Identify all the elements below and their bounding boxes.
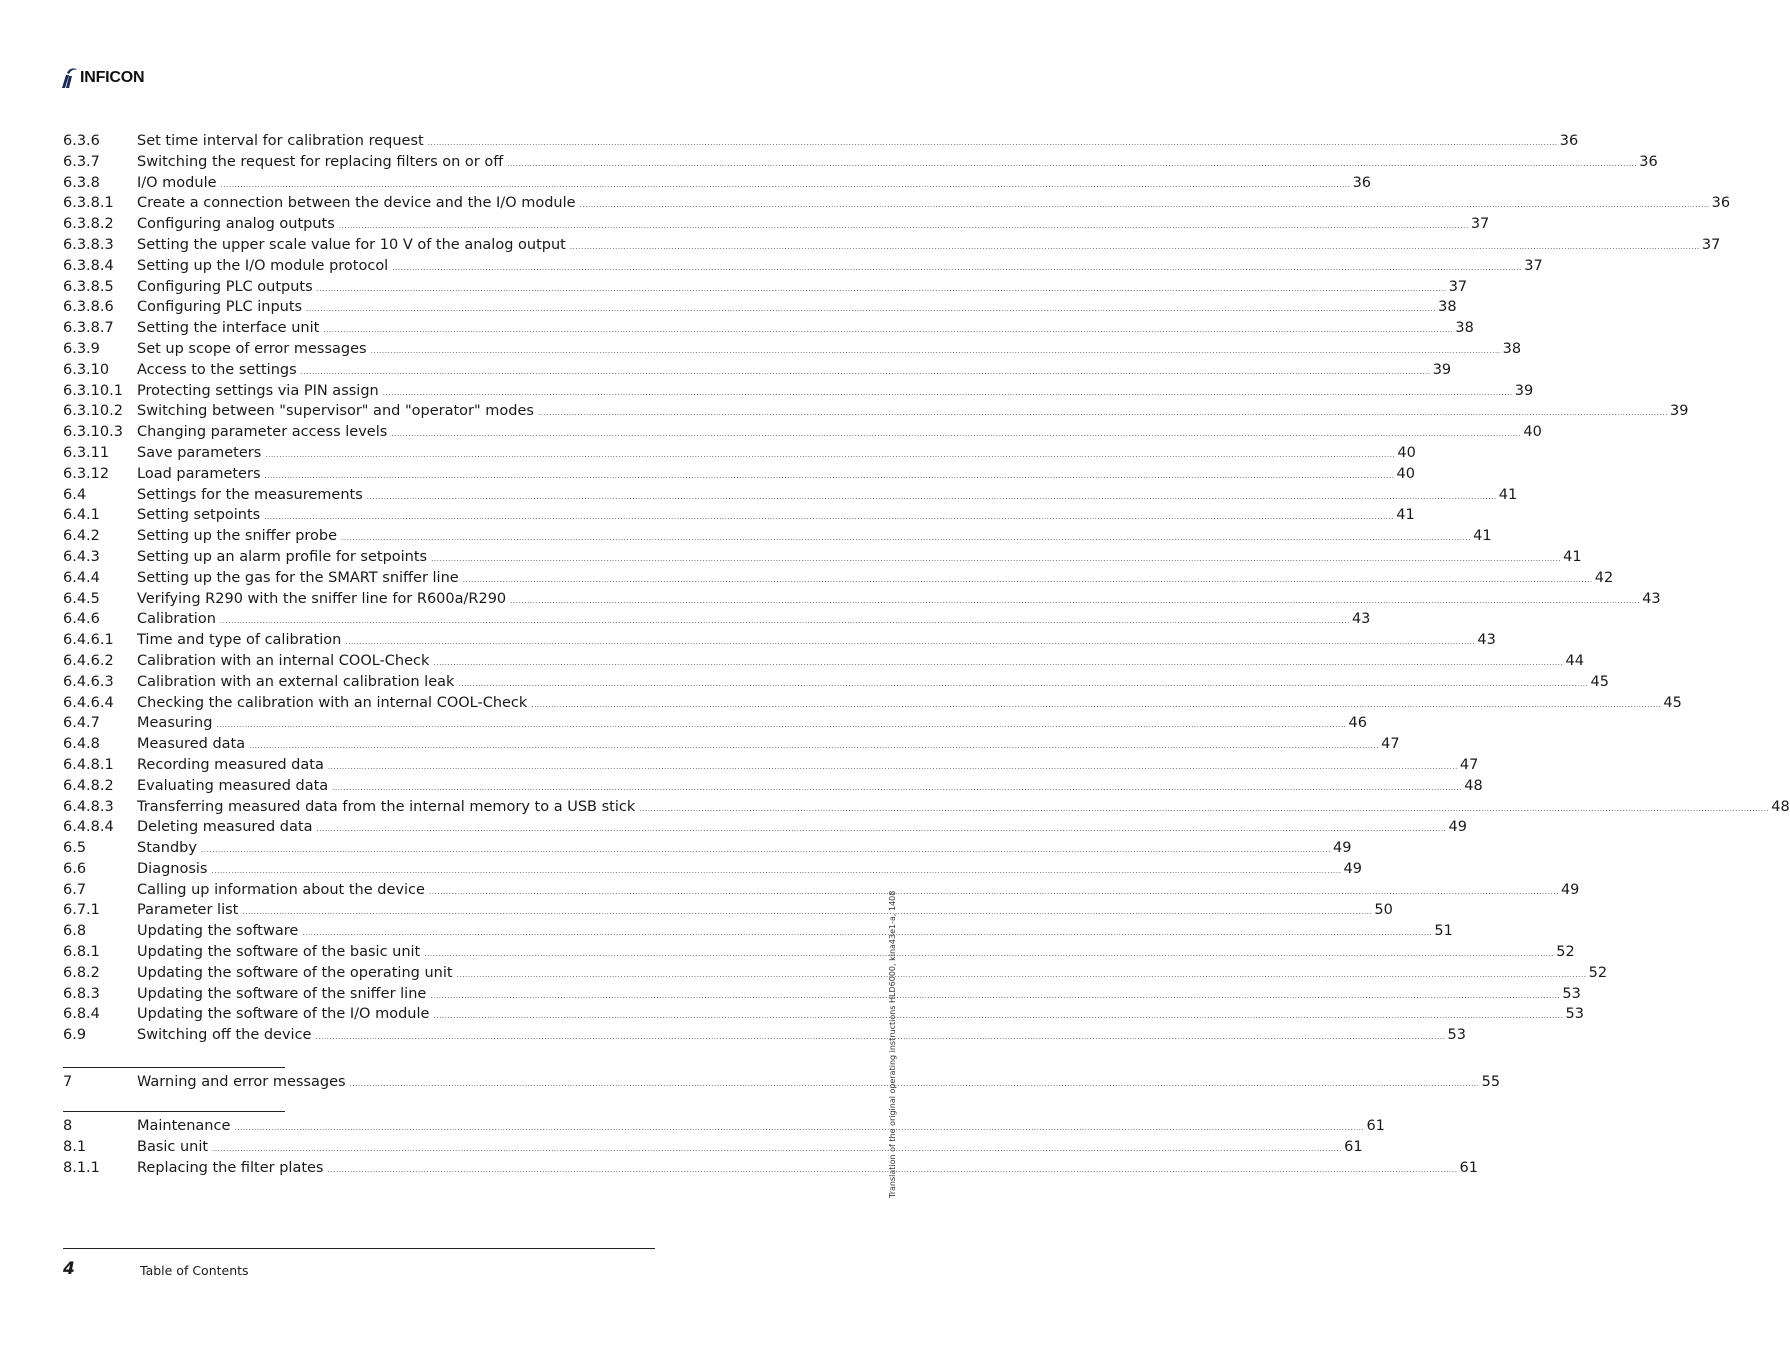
toc-dot-leader: ................................................................................................................................................................................................................................................................................................................................................................................................................ bbox=[315, 1033, 1446, 1042]
toc-section-7 bbox=[63, 1072, 1501, 1093]
toc-entry-page: 41 bbox=[1396, 507, 1415, 524]
toc-entry[interactable] bbox=[63, 1072, 1501, 1093]
toc-entry-page: 46 bbox=[1348, 715, 1367, 732]
section-divider bbox=[63, 1067, 285, 1068]
toc-entry-page: 39 bbox=[1669, 403, 1689, 420]
toc-dot-leader: ................................................................................................................................................................................................................................................................................................................................................................................................................ bbox=[366, 492, 1497, 501]
toc-entry-title: Setting up the I/O module protocol bbox=[137, 257, 389, 274]
toc-entry[interactable] bbox=[63, 880, 1580, 901]
toc-dot-leader: ................................................................................................................................................................................................................................................................................................................................................................................................................ bbox=[392, 263, 1523, 272]
toc-entry-title: I/O module bbox=[137, 174, 217, 191]
toc-entry-number: 8.1.1 bbox=[63, 1159, 100, 1176]
toc-entry-number: 6.3.10.2 bbox=[63, 403, 123, 420]
toc-entry-title: Setting up the sniffer probe bbox=[137, 528, 338, 545]
toc-entry[interactable] bbox=[63, 277, 1468, 298]
toc-entry[interactable] bbox=[63, 672, 1609, 693]
toc-dot-leader: ................................................................................................................................................................................................................................................................................................................................................................................................................ bbox=[316, 825, 1447, 834]
toc-entry-page: 45 bbox=[1590, 673, 1609, 690]
toc-entry-title: Updating the software of the operating unit bbox=[137, 964, 453, 981]
toc-entry[interactable] bbox=[63, 859, 1362, 880]
toc-entry-number: 6.5 bbox=[63, 840, 87, 857]
toc-entry[interactable] bbox=[63, 173, 1372, 194]
toc-entry-page: 48 bbox=[1464, 777, 1483, 794]
toc-entry-page: 39 bbox=[1432, 361, 1452, 378]
toc-entry-page: 47 bbox=[1459, 756, 1479, 773]
toc-dot-leader: ................................................................................................................................................................................................................................................................................................................................................................................................................ bbox=[327, 762, 1458, 771]
toc-entry[interactable] bbox=[63, 297, 1457, 318]
toc-entry-number: 6.4.8.2 bbox=[63, 777, 114, 794]
toc-dot-leader: ................................................................................................................................................................................................................................................................................................................................................................................................................ bbox=[569, 242, 1700, 251]
toc-entry-number: 6.4.2 bbox=[63, 528, 100, 545]
toc-dot-leader: ................................................................................................................................................................................................................................................................................................................................................................................................................ bbox=[211, 866, 1342, 875]
toc-entry-number: 6.6 bbox=[63, 860, 87, 877]
toc-dot-leader: ................................................................................................................................................................................................................................................................................................................................................................................................................ bbox=[300, 367, 1431, 376]
toc-entry-number: 6.3.8.7 bbox=[63, 320, 114, 337]
toc-entry-page: 36 bbox=[1559, 133, 1579, 149]
toc-entry-title: Maintenance bbox=[137, 1118, 231, 1134]
toc-entry[interactable] bbox=[63, 838, 1352, 859]
toc-entry-number: 6.3.12 bbox=[63, 465, 110, 482]
toc-entry-number: 6.3.6 bbox=[63, 133, 100, 149]
toc-entry-number: 6.4.1 bbox=[63, 507, 100, 524]
toc-entry-page: 43 bbox=[1642, 590, 1661, 607]
toc-entry-page: 53 bbox=[1565, 1006, 1584, 1023]
toc-entry-number: 6.4.8 bbox=[63, 736, 100, 753]
toc-entry[interactable] bbox=[63, 318, 1474, 339]
toc-entry[interactable] bbox=[63, 693, 1682, 714]
toc-entry-page: 61 bbox=[1344, 1138, 1363, 1155]
toc-entry-number: 6.3.10.1 bbox=[63, 382, 123, 399]
toc-dot-leader: ................................................................................................................................................................................................................................................................................................................................................................................................................ bbox=[220, 180, 1351, 189]
toc-dot-leader: ................................................................................................................................................................................................................................................................................................................................................................................................................ bbox=[430, 991, 1561, 1000]
toc-entry-page: 36 bbox=[1639, 153, 1658, 170]
toc-entry-page: 38 bbox=[1502, 340, 1522, 357]
toc-entry-number: 6.3.10 bbox=[63, 361, 110, 378]
toc-entry-title: Calibration bbox=[137, 611, 216, 628]
toc-entry[interactable] bbox=[63, 381, 1534, 402]
toc-dot-leader: ................................................................................................................................................................................................................................................................................................................................................................................................................ bbox=[427, 139, 1558, 147]
toc-entry[interactable] bbox=[63, 360, 1452, 381]
toc-entry[interactable] bbox=[63, 464, 1415, 485]
toc-entry-title: Load parameters bbox=[137, 465, 261, 482]
toc-entry-page: 43 bbox=[1351, 611, 1371, 628]
toc-dot-leader: ................................................................................................................................................................................................................................................................................................................................................................................................................ bbox=[462, 575, 1593, 584]
toc-entry[interactable] bbox=[63, 1116, 1385, 1137]
toc-entry-number: 6.3.8.1 bbox=[63, 195, 114, 212]
toc-entry-page: 37 bbox=[1524, 257, 1543, 274]
toc-entry-page: 41 bbox=[1563, 548, 1582, 565]
toc-entry-page: 40 bbox=[1397, 444, 1416, 461]
toc-entry[interactable] bbox=[63, 921, 1453, 942]
toc-entry-title: Set up scope of error messages bbox=[137, 340, 367, 357]
footer-label: Table of Contents bbox=[140, 1263, 249, 1278]
toc-entry-number: 8 bbox=[63, 1118, 73, 1134]
toc-dot-leader: ................................................................................................................................................................................................................................................................................................................................................................................................................ bbox=[510, 596, 1641, 605]
toc-entry-number: 6.3.8 bbox=[63, 174, 100, 191]
toc-entry[interactable] bbox=[63, 214, 1490, 235]
toc-entry-page: 44 bbox=[1565, 652, 1584, 669]
toc-entry[interactable] bbox=[63, 797, 1790, 818]
toc-entry-page: 47 bbox=[1381, 736, 1400, 753]
toc-entry[interactable] bbox=[63, 505, 1415, 526]
document-reference: Translation of the original operating instructions HLD6000, kina43e1-a, 1408 bbox=[888, 890, 897, 1198]
toc-entry-title: Setting the interface unit bbox=[137, 320, 320, 337]
toc-entry[interactable] bbox=[63, 776, 1483, 797]
toc-entry-title: Checking the calibration with an internal COOL-Check bbox=[137, 694, 528, 711]
toc-entry[interactable] bbox=[63, 755, 1479, 776]
toc-dot-leader: ................................................................................................................................................................................................................................................................................................................................................................................................................ bbox=[431, 554, 1562, 563]
toc-entry-title: Standby bbox=[137, 840, 197, 857]
toc-dot-leader: ................................................................................................................................................................................................................................................................................................................................................................................................................ bbox=[332, 783, 1463, 792]
toc-entry-title: Transferring measured data from the internal memory to a USB stick bbox=[137, 798, 636, 815]
toc-entry-title: Measuring bbox=[137, 715, 213, 732]
toc-entry[interactable] bbox=[63, 817, 1467, 838]
toc-entry-title: Configuring PLC outputs bbox=[137, 278, 313, 295]
toc-entry-number: 6.9 bbox=[63, 1027, 87, 1044]
section-divider bbox=[63, 1111, 285, 1112]
toc-dot-leader: ................................................................................................................................................................................................................................................................................................................................................................................................................ bbox=[338, 222, 1469, 231]
toc-entry-title: Configuring PLC inputs bbox=[137, 299, 303, 316]
toc-entry-page: 41 bbox=[1498, 486, 1518, 503]
toc-entry-number: 6.3.9 bbox=[63, 340, 100, 357]
toc-entry-page: 37 bbox=[1701, 236, 1721, 253]
toc-entry[interactable] bbox=[63, 734, 1400, 755]
toc-entry-page: 43 bbox=[1477, 632, 1496, 649]
toc-dot-leader: ................................................................................................................................................................................................................................................................................................................................................................................................................ bbox=[200, 846, 1332, 855]
toc-dot-leader: ................................................................................................................................................................................................................................................................................................................................................................................................................ bbox=[349, 1080, 1480, 1088]
toc-dot-leader: ................................................................................................................................................................................................................................................................................................................................................................................................................ bbox=[302, 929, 1433, 938]
toc-entry-title: Calibration with an internal COOL-Check bbox=[137, 652, 430, 669]
toc-entry-title: Verifying R290 with the sniffer line for R600a/R290 bbox=[137, 590, 507, 607]
toc-entry-page: 61 bbox=[1366, 1118, 1385, 1134]
toc-entry-number: 6.4.6.1 bbox=[63, 632, 114, 649]
toc-entry[interactable] bbox=[63, 1025, 1466, 1046]
toc-entry[interactable] bbox=[63, 942, 1575, 963]
toc-entry[interactable] bbox=[63, 609, 1371, 630]
toc-entry[interactable] bbox=[63, 651, 1584, 672]
toc-entry-number: 6.7 bbox=[63, 881, 87, 898]
toc-entry-page: 36 bbox=[1711, 195, 1731, 212]
toc-dot-leader: ................................................................................................................................................................................................................................................................................................................................................................................................................ bbox=[639, 804, 1770, 813]
toc-entry-title: Changing parameter access levels bbox=[137, 424, 388, 441]
toc-entry-title: Parameter list bbox=[137, 902, 239, 919]
toc-entry-title: Calling up information about the device bbox=[137, 881, 425, 898]
toc-entry-title: Updating the software of the basic unit bbox=[137, 944, 421, 961]
toc-dot-leader: ................................................................................................................................................................................................................................................................................................................................................................................................................ bbox=[382, 388, 1513, 397]
toc-entry-number: 6.3.8.4 bbox=[63, 257, 114, 274]
company-logo bbox=[60, 66, 144, 90]
toc-dot-leader: ................................................................................................................................................................................................................................................................................................................................................................................................................ bbox=[424, 950, 1555, 959]
toc-entry-title: Create a connection between the device and the I/O module bbox=[137, 195, 576, 212]
toc-entry-title: Warning and error messages bbox=[137, 1074, 346, 1090]
toc-entry-title: Switching between "supervisor" and "operator" modes bbox=[137, 403, 534, 420]
page-number: 4 bbox=[63, 1259, 75, 1279]
toc-entry-number: 6.8.2 bbox=[63, 964, 100, 981]
toc-dot-leader: ................................................................................................................................................................................................................................................................................................................................................................................................................ bbox=[264, 471, 1395, 480]
toc-entry-title: Protecting settings via PIN assign bbox=[137, 382, 379, 399]
toc-entry-page: 40 bbox=[1523, 424, 1542, 441]
toc-entry-title: Setting up the gas for the SMART sniffer line bbox=[137, 569, 459, 586]
toc-entry-page: 45 bbox=[1663, 694, 1682, 711]
toc-entry-page: 41 bbox=[1473, 528, 1492, 545]
toc-entry-number: 6.4.8.1 bbox=[63, 756, 114, 773]
toc-dot-leader: ................................................................................................................................................................................................................................................................................................................................................................................................................ bbox=[306, 305, 1437, 314]
toc-dot-leader: ................................................................................................................................................................................................................................................................................................................................................................................................................ bbox=[234, 1124, 1365, 1132]
toc-entry-title: Setting setpoints bbox=[137, 507, 261, 524]
toc-entry-title: Set time interval for calibration request bbox=[137, 133, 424, 149]
toc-entry[interactable] bbox=[63, 568, 1614, 589]
toc-entry-title: Time and type of calibration bbox=[137, 632, 342, 649]
toc-entry-page: 53 bbox=[1447, 1027, 1466, 1044]
toc-entry[interactable] bbox=[63, 193, 1731, 214]
toc-entry-page: 38 bbox=[1455, 320, 1474, 337]
toc-entry-title: Setting the upper scale value for 10 V of the analog output bbox=[137, 236, 566, 253]
toc-entry[interactable] bbox=[63, 630, 1496, 651]
toc-section-8 bbox=[63, 1116, 1478, 1178]
toc-dot-leader: ................................................................................................................................................................................................................................................................................................................................................................................................................ bbox=[212, 1144, 1343, 1153]
toc-entry-number: 6.3.11 bbox=[63, 444, 110, 461]
toc-entry-page: 55 bbox=[1481, 1074, 1501, 1090]
toc-entry-number: 6.4.4 bbox=[63, 569, 100, 586]
toc-entry-page: 37 bbox=[1448, 278, 1468, 295]
toc-entry-number: 6.4 bbox=[63, 486, 87, 503]
toc-entry-title: Switching the request for replacing filters on or off bbox=[137, 153, 504, 170]
toc-entry[interactable] bbox=[63, 713, 1367, 734]
toc-entry-number: 6.4.3 bbox=[63, 548, 100, 565]
toc-dot-leader: ................................................................................................................................................................................................................................................................................................................................................................................................................ bbox=[428, 887, 1559, 896]
toc-entry-page: 49 bbox=[1560, 881, 1580, 898]
toc-entry-title: Updating the software of the sniffer line bbox=[137, 985, 427, 1002]
toc-entry[interactable] bbox=[63, 152, 1658, 173]
toc-entry-number: 6.8.3 bbox=[63, 985, 100, 1002]
toc-entry-number: 6.4.7 bbox=[63, 715, 100, 732]
toc-entry[interactable] bbox=[63, 485, 1518, 506]
toc-entry-page: 52 bbox=[1588, 964, 1608, 981]
toc-entry-page: 37 bbox=[1470, 216, 1490, 233]
toc-entry[interactable] bbox=[63, 339, 1522, 360]
toc-entry-number: 6.4.8.4 bbox=[63, 819, 114, 836]
toc-entry-page: 42 bbox=[1594, 569, 1614, 586]
toc-entry[interactable] bbox=[63, 589, 1661, 610]
toc-entry-title: Switching off the device bbox=[137, 1027, 312, 1044]
toc-dot-leader: ................................................................................................................................................................................................................................................................................................................................................................................................................ bbox=[433, 658, 1564, 667]
toc-dot-leader: ................................................................................................................................................................................................................................................................................................................................................................................................................ bbox=[370, 346, 1501, 355]
toc-entry-title: Basic unit bbox=[137, 1138, 209, 1155]
toc-entry-title: Updating the software of the I/O module bbox=[137, 1006, 430, 1023]
toc-entry-page: 61 bbox=[1459, 1159, 1478, 1176]
toc-entry-number: 6.4.6 bbox=[63, 611, 100, 628]
toc-dot-leader: ................................................................................................................................................................................................................................................................................................................................................................................................................ bbox=[507, 159, 1638, 168]
toc-dot-leader: ................................................................................................................................................................................................................................................................................................................................................................................................................ bbox=[242, 908, 1373, 917]
toc-dot-leader: ................................................................................................................................................................................................................................................................................................................................................................................................................ bbox=[345, 638, 1476, 647]
toc-entry-number: 6.7.1 bbox=[63, 902, 100, 919]
toc-dot-leader: ................................................................................................................................................................................................................................................................................................................................................................................................................ bbox=[456, 970, 1587, 979]
toc-entry-number: 6.4.6.3 bbox=[63, 673, 114, 690]
toc-entry-number: 7 bbox=[63, 1074, 73, 1090]
toc-entry[interactable] bbox=[63, 900, 1393, 921]
toc-entry[interactable] bbox=[63, 401, 1689, 422]
toc-entry-page: 53 bbox=[1562, 985, 1581, 1002]
toc-entry-title: Setting up an alarm profile for setpoints bbox=[137, 548, 428, 565]
toc-entry-page: 49 bbox=[1343, 860, 1362, 877]
toc-entry-page: 50 bbox=[1374, 902, 1393, 919]
footer-divider bbox=[63, 1248, 655, 1249]
toc-entry[interactable] bbox=[63, 131, 1579, 152]
toc-entry[interactable] bbox=[63, 443, 1416, 464]
toc-dot-leader: ................................................................................................................................................................................................................................................................................................................................................................................................................ bbox=[537, 409, 1668, 418]
toc-dot-leader: ................................................................................................................................................................................................................................................................................................................................................................................................................ bbox=[433, 1012, 1564, 1021]
toc-entry-number: 6.3.8.6 bbox=[63, 299, 114, 316]
toc-entry-number: 6.3.7 bbox=[63, 153, 100, 170]
inficon-logo-icon bbox=[60, 67, 78, 89]
toc-entry-title: Measured data bbox=[137, 736, 246, 753]
toc-entry-page: 51 bbox=[1434, 923, 1453, 940]
toc-entry-number: 6.8.1 bbox=[63, 944, 100, 961]
toc-entry-number: 6.3.8.2 bbox=[63, 216, 114, 233]
logo-text: INFICON bbox=[80, 69, 145, 86]
toc-dot-leader: ................................................................................................................................................................................................................................................................................................................................................................................................................ bbox=[391, 430, 1522, 439]
toc-entry-number: 6.3.8.5 bbox=[63, 278, 114, 295]
toc-entry[interactable] bbox=[63, 963, 1608, 984]
toc-entry-page: 40 bbox=[1396, 465, 1415, 482]
toc-entry-number: 6.4.8.3 bbox=[63, 798, 114, 815]
toc-entry[interactable] bbox=[63, 984, 1581, 1005]
toc-entry-number: 8.1 bbox=[63, 1138, 87, 1155]
toc-dot-leader: ................................................................................................................................................................................................................................................................................................................................................................................................................ bbox=[316, 284, 1447, 293]
toc-entry[interactable] bbox=[63, 1137, 1363, 1158]
toc-dot-leader: ................................................................................................................................................................................................................................................................................................................................................................................................................ bbox=[264, 513, 1395, 522]
toc-entry-number: 6.4.6.2 bbox=[63, 652, 114, 669]
toc-entry-number: 6.8.4 bbox=[63, 1006, 100, 1023]
toc-dot-leader: ................................................................................................................................................................................................................................................................................................................................................................................................................ bbox=[323, 326, 1454, 335]
toc-entry-number: 6.4.5 bbox=[63, 590, 100, 607]
toc-entry-title: Deleting measured data bbox=[137, 819, 313, 836]
toc-entry-page: 52 bbox=[1556, 944, 1575, 961]
toc-dot-leader: ................................................................................................................................................................................................................................................................................................................................................................................................................ bbox=[579, 201, 1710, 210]
toc-entry[interactable] bbox=[63, 235, 1721, 256]
toc-entry-page: 36 bbox=[1352, 174, 1372, 191]
toc-entry-title: Access to the settings bbox=[137, 361, 297, 378]
toc-entry[interactable] bbox=[63, 256, 1543, 277]
toc-entry-number: 6.4.6.4 bbox=[63, 694, 114, 711]
toc-entry-page: 39 bbox=[1514, 382, 1534, 399]
toc-entry-page: 38 bbox=[1438, 299, 1457, 316]
toc-entry-title: Save parameters bbox=[137, 444, 262, 461]
toc-dot-leader: ................................................................................................................................................................................................................................................................................................................................................................................................................ bbox=[265, 450, 1396, 459]
toc-entry-title: Evaluating measured data bbox=[137, 777, 329, 794]
toc-entry[interactable] bbox=[63, 422, 1542, 443]
toc-entry[interactable] bbox=[63, 1004, 1584, 1025]
toc-entry-page: 49 bbox=[1448, 819, 1467, 836]
toc-dot-leader: ................................................................................................................................................................................................................................................................................................................................................................................................................ bbox=[458, 679, 1589, 688]
toc-entry-title: Configuring analog outputs bbox=[137, 216, 335, 233]
toc-entry[interactable] bbox=[63, 526, 1492, 547]
toc-entry-title: Calibration with an external calibration leak bbox=[137, 673, 455, 690]
toc-entry-number: 6.3.10.3 bbox=[63, 424, 123, 441]
toc-dot-leader: ................................................................................................................................................................................................................................................................................................................................................................................................................ bbox=[216, 721, 1347, 730]
toc-entry-title: Diagnosis bbox=[137, 860, 208, 877]
toc-dot-leader: ................................................................................................................................................................................................................................................................................................................................................................................................................ bbox=[327, 1165, 1458, 1174]
toc-entry[interactable] bbox=[63, 1158, 1478, 1179]
toc-entry-page: 49 bbox=[1333, 840, 1352, 857]
toc-entry-number: 6.8 bbox=[63, 923, 87, 940]
toc-entry-number: 6.3.8.3 bbox=[63, 236, 114, 253]
toc-entry-title: Settings for the measurements bbox=[137, 486, 363, 503]
toc-entry-title: Recording measured data bbox=[137, 756, 324, 773]
toc-entry-title: Updating the software bbox=[137, 923, 299, 940]
toc-entry-page: 48 bbox=[1771, 798, 1790, 815]
toc-dot-leader: ................................................................................................................................................................................................................................................................................................................................................................................................................ bbox=[531, 700, 1662, 709]
toc-dot-leader: ................................................................................................................................................................................................................................................................................................................................................................................................................ bbox=[341, 534, 1472, 543]
toc-entry-title: Replacing the filter plates bbox=[137, 1159, 324, 1176]
toc-dot-leader: ................................................................................................................................................................................................................................................................................................................................................................................................................ bbox=[219, 617, 1350, 626]
toc-dot-leader: ................................................................................................................................................................................................................................................................................................................................................................................................................ bbox=[249, 742, 1380, 751]
toc-entry[interactable] bbox=[63, 547, 1582, 568]
